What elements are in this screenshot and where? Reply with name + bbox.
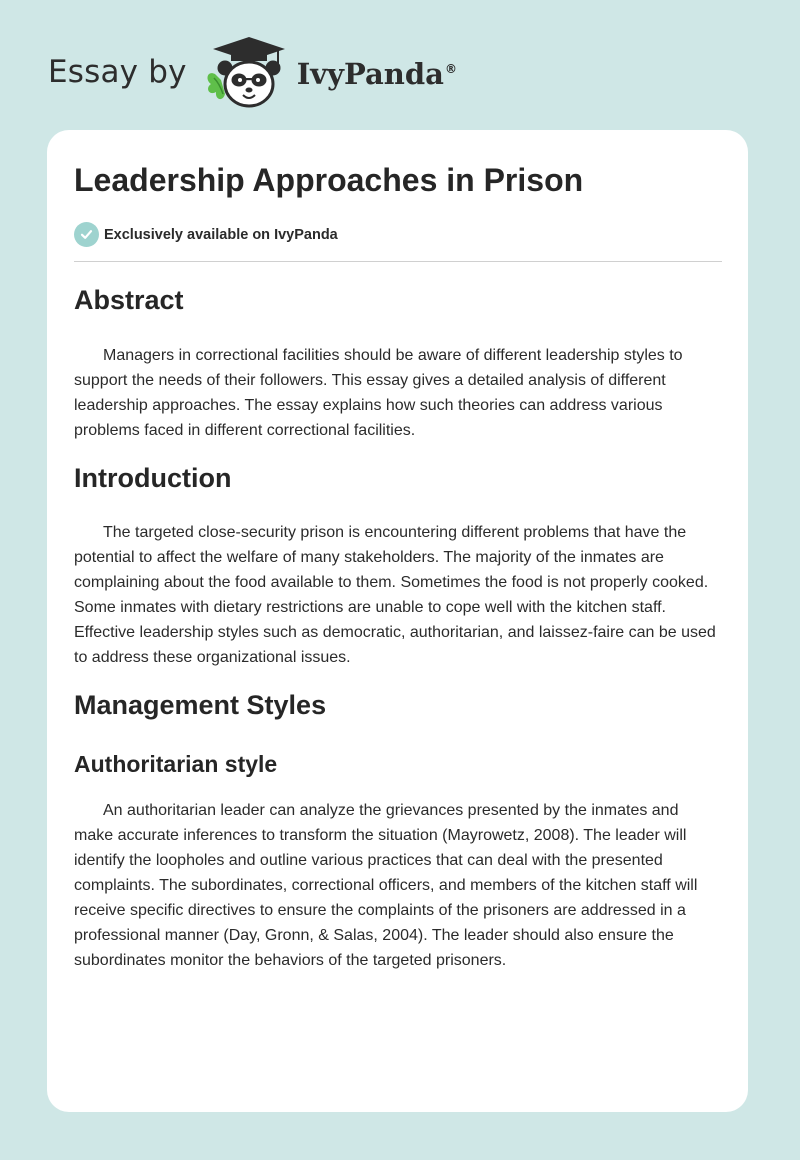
badge-label: Exclusively available on IvyPanda bbox=[104, 226, 338, 243]
section-heading-abstract: Abstract bbox=[74, 285, 184, 315]
essay-card bbox=[47, 130, 748, 1112]
abstract-paragraph: Managers in correctional facilities should be aware of different leadership styles to support the needs of their followers. This essay gives a detailed analysis of different leadership approaches. The essay explains how such theories can address various problems faced in different correctional facilities. bbox=[74, 347, 683, 439]
subheading-authoritarian-style: Authoritarian style bbox=[74, 751, 278, 777]
check-circle-icon bbox=[74, 222, 99, 247]
authoritarian-paragraph: An authoritarian leader can analyze the grievances presented by the inmates and make accurate inferences to transform the situation (Mayrowetz, 2008). The leader will identify the loopholes and outline various practices that can deal with the presented complaints. The subordinates, correctional officers, and members of the kitchen staff will receive specific directives to ensure the complaints of the prisoners are addressed in a professional manner (Day, Gronn, & Salas, 2004). The leader should also ensure the subordinates monitor the behaviors of the targeted prisoners. bbox=[74, 802, 698, 969]
brand-prefix: Essay by bbox=[48, 54, 187, 90]
site-header bbox=[48, 34, 457, 110]
title-divider bbox=[74, 261, 722, 262]
panda-graduate-logo-icon bbox=[201, 34, 293, 110]
section-heading-introduction: Introduction bbox=[74, 463, 232, 493]
introduction-paragraph: The targeted close-security prison is encountering different problems that have the potential to affect the welfare of many stakeholders. The majority of the inmates are complaining about the food available to them. Sometimes the food is not properly cooked. Some inmates with dietary restrictions are unable to cope well with the kitchen staff. Effective leadership styles such as democratic, authoritarian, and laissez-faire can be used to address these organizational issues. bbox=[74, 524, 716, 666]
essay-title: Leadership Approaches in Prison bbox=[74, 162, 584, 198]
registered-mark: ® bbox=[444, 62, 457, 77]
brand-name bbox=[297, 57, 457, 91]
ivy-leaf-icon bbox=[207, 73, 224, 99]
brand-name-text: IvyPanda bbox=[296, 57, 444, 91]
section-heading-management-styles: Management Styles bbox=[74, 690, 327, 720]
exclusive-badge bbox=[74, 222, 338, 247]
